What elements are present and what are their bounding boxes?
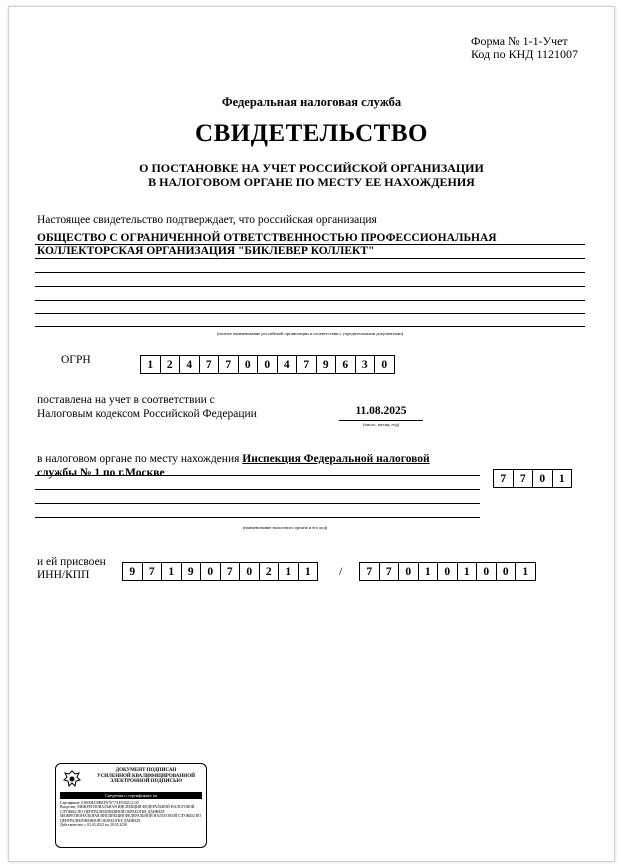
inn-digit: 1	[161, 562, 182, 581]
valid-value: с 03.03.2025 по 20.05.2026	[84, 823, 128, 828]
tax-office-code-digit: 7	[493, 469, 514, 488]
form-number-block	[471, 35, 578, 61]
ogrn-digit: 7	[218, 355, 239, 374]
tax-office-line-2: службы № 1 по г.Москве	[37, 467, 165, 479]
kpp-boxes	[360, 562, 536, 581]
org-line-4	[35, 286, 585, 287]
org-line-6	[35, 313, 585, 314]
agency-name: Федеральная налоговая служба	[221, 95, 402, 109]
ogrn-digit: 4	[179, 355, 200, 374]
registered-text	[37, 393, 257, 421]
ogrn-digit: 7	[296, 355, 317, 374]
kpp-digit: 0	[437, 562, 458, 581]
emblem-icon	[62, 769, 82, 789]
registered-line-1: поставлена на учет в соответствии с	[37, 394, 215, 406]
electronic-signature-stamp	[55, 763, 207, 848]
kpp-digit: 7	[359, 562, 380, 581]
org-line-5	[35, 300, 585, 301]
registered-line-2: Налоговым кодексом Российской Федерации	[37, 408, 257, 420]
subtitle-line-1: О ПОСТАНОВКЕ НА УЧЕТ РОССИЙСКОЙ ОРГАНИЗАЦИИ	[139, 161, 484, 175]
inn-boxes	[123, 562, 318, 581]
stamp-bar: Сведения о сертификате эп	[60, 792, 202, 799]
document-subtitle	[9, 161, 614, 189]
ogrn-digit: 9	[316, 355, 337, 374]
org-name-caption: (полное наименование российской организации в соответствии с учредительными документами)	[216, 331, 404, 336]
kpp-digit: 1	[515, 562, 536, 581]
office-line-2	[35, 489, 480, 490]
org-name-line-1: ОБЩЕСТВО С ОГРАНИЧЕННОЙ ОТВЕТСТВЕННОСТЬЮ ПРОФЕССИОНАЛЬНАЯ	[37, 232, 497, 244]
inn-digit: 0	[239, 562, 260, 581]
subtitle-line-2: В НАЛОГОВОМ ОРГАНЕ ПО МЕСТУ ЕЕ НАХОЖДЕНИЯ	[148, 175, 475, 189]
org-line-3	[35, 272, 585, 273]
ogrn-digit: 1	[140, 355, 161, 374]
stamp-header-line-3: ЭЛЕКТРОННОЙ ПОДПИСЬЮ	[109, 779, 183, 785]
org-name-line-2: КОЛЛЕКТОРСКАЯ ОРГАНИЗАЦИЯ "БИКЛЕВЕР КОЛЛЕКТ"	[37, 245, 375, 257]
inn-digit: 9	[181, 562, 202, 581]
stamp-header-line-1: ДОКУМЕНТ ПОДПИСАН	[115, 768, 177, 773]
tax-office-code-digit: 0	[532, 469, 553, 488]
tax-office-code-digit: 1	[552, 469, 573, 488]
tax-office-caption: (наименование налогового органа и его код)	[242, 525, 328, 530]
org-line-7	[35, 326, 585, 327]
knd-code: Код по КНД 1121007	[471, 47, 578, 61]
registration-date: 11.08.2025	[355, 405, 407, 417]
office-line-3	[35, 503, 480, 504]
office-line-4	[35, 517, 480, 518]
date-line	[339, 420, 423, 421]
intro-text: Настоящее свидетельство подтверждает, что российская организация	[37, 214, 377, 226]
ogrn-digit: 4	[277, 355, 298, 374]
cert-label: Сертификат:	[60, 801, 81, 805]
inn-digit: 2	[259, 562, 280, 581]
cert-value: 01B00ECBBEFA7677AE9302C2130	[81, 801, 139, 805]
document-page	[8, 6, 615, 862]
ogrn-label: ОГРН	[61, 354, 91, 366]
kpp-digit: 0	[398, 562, 419, 581]
ogrn-digit: 6	[335, 355, 356, 374]
inn-label-line-1: и ей присвоен	[37, 556, 106, 568]
ogrn-digit: 3	[355, 355, 376, 374]
inn-digit: 7	[142, 562, 163, 581]
inn-kpp-label	[37, 556, 106, 582]
kpp-digit: 7	[379, 562, 400, 581]
org-line-2	[35, 258, 585, 259]
document-title: СВИДЕТЕЛЬСТВО	[195, 120, 428, 147]
organization-name	[37, 232, 497, 258]
ogrn-boxes	[141, 355, 395, 374]
kpp-digit: 1	[418, 562, 439, 581]
office-line-1	[35, 475, 480, 476]
tax-office-prefix: в налоговом органе по месту нахождения	[37, 453, 240, 465]
owner-value: МЕЖРЕГИОНАЛЬНАЯ ИНСПЕКЦИЯ ФЕДЕРАЛЬНОЙ НАЛОГОВОЙ СЛУЖБЫ ПО ЦЕНТРАЛИЗОВАННОЙ ОБРАБОТКЕ ДАННЫХ МЕЖРЕГИОНАЛЬНАЯ ИНСПЕКЦИЯ ФЕДЕРАЛЬНОЙ НАЛОГОВОЙ СЛУЖБЫ ПО ЦЕНТРАЛИЗОВАННОЙ ОБРАБОТКЕ ДАННЫХ	[60, 805, 202, 823]
stamp-header	[90, 768, 202, 785]
owner-label: Владелец:	[60, 805, 77, 810]
stamp-header-line-2: УСИЛЕННОЙ КВАЛИФИЦИРОВАННОЙ	[97, 773, 195, 779]
valid-label: Действителен:	[60, 823, 84, 828]
kpp-digit: 1	[457, 562, 478, 581]
kpp-digit: 0	[496, 562, 517, 581]
tax-office-code-boxes	[494, 469, 572, 488]
tax-office-code-digit: 7	[513, 469, 534, 488]
inn-digit: 1	[278, 562, 299, 581]
inn-kpp-separator: /	[339, 564, 343, 578]
ogrn-digit: 0	[238, 355, 259, 374]
kpp-digit: 0	[476, 562, 497, 581]
inn-label-line-2: ИНН/КПП	[37, 569, 90, 581]
stamp-body	[60, 801, 202, 827]
date-caption: (число, месяц, год)	[362, 422, 400, 427]
ogrn-digit: 0	[257, 355, 278, 374]
ogrn-digit: 2	[160, 355, 181, 374]
ogrn-digit: 0	[374, 355, 395, 374]
inn-digit: 7	[220, 562, 241, 581]
inn-digit: 9	[122, 562, 143, 581]
inn-digit: 1	[298, 562, 319, 581]
inn-digit: 0	[200, 562, 221, 581]
tax-office-line-1: Инспекция Федеральной налоговой	[242, 453, 430, 465]
ogrn-digit: 7	[199, 355, 220, 374]
form-number: Форма № 1-1-Учет	[471, 34, 568, 48]
org-line-1	[35, 244, 585, 245]
